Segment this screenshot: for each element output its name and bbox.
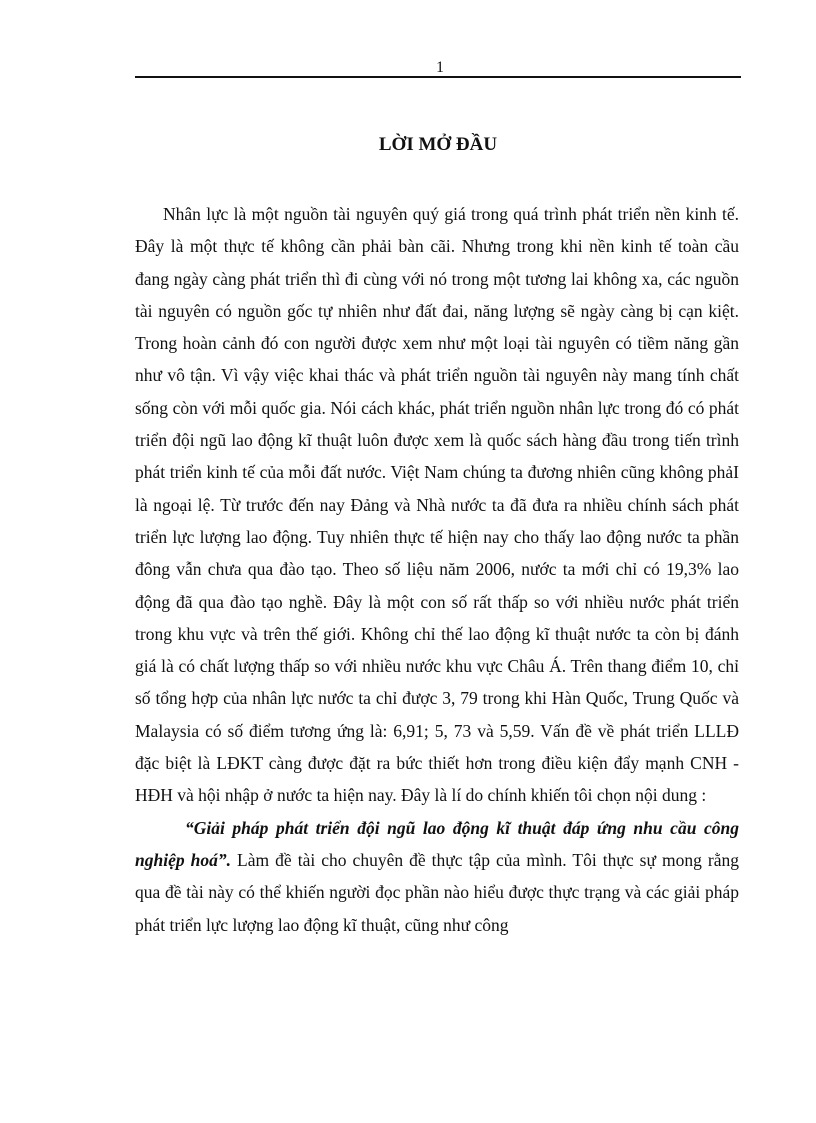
header-rule (135, 76, 741, 78)
thesis-title: “Giải pháp phát triển đội ngũ lao động kĩ thuật đáp ứng nhu cầu công nghiệp hoá”. (135, 817, 739, 870)
page-number: 1 (436, 59, 444, 76)
topic-paragraph (135, 812, 739, 941)
document-title: LỜI MỞ ĐẦU (378, 134, 498, 155)
intro-paragraph: Nhân lực là một nguồn tài nguyên quý giá trong quá trình phát triển nền kinh tế. Đây là một thực tế không cần phải bàn cãi. Nhưng trong khi nền kinh tế toàn cầu đang ngày càng phát triển thì đi cùng với nó trong một tương lai không xa, các nguồn tài nguyên có nguồn gốc tự nhiên như đất đai, năng lượng sẽ ngày càng bị cạn kiệt. Trong hoàn cảnh đó con người được xem như một loại tài nguyên có tiềm năng gần như vô tận. Vì vậy việc khai thác và phát triển nguồn tài nguyên này mang tính chất sống còn với mỗi quốc gia. Nói cách khác, phát triển nguồn nhân lực trong đó có phát triển đội ngũ lao động kĩ thuật luôn được xem là quốc sách hàng đầu trong tiến trình phát triển kinh tế của mỗi đất nước. Việt Nam chúng ta đương nhiên cũng không phảI là ngoại lệ. Từ trước đến nay Đảng và Nhà nước ta đã đưa ra nhiều chính sách phát triển lực lượng lao động. Tuy nhiên thực tế hiện nay cho thấy lao động nước ta phần đông vẫn chưa qua đào tạo. Theo số liệu năm 2006, nước ta mới chỉ có 19,3% lao động đã qua đào tạo nghề. Đây là một con số rất thấp so với nhiều nước phát triển trong khu vực và trên thế giới. Không chỉ thế lao động kĩ thuật nước ta còn bị đánh giá là có chất lượng thấp so với nhiều nước khu vực Châu Á. Trên thang điểm 10, chỉ số tổng hợp của nhân lực nước ta chỉ được 3, 79 trong khi Hàn Quốc, Trung Quốc và Malaysia có số điểm tương ứng là: 6,91; 5, 73 và 5,59. Vấn đề về phát triển LLLĐ đặc biệt là LĐKT càng được đặt ra bức thiết hơn trong điều kiện đẩy mạnh CNH - HĐH và hội nhập ở nước ta hiện nay. Đây là lí do chính khiến tôi chọn nội dung : (135, 204, 739, 806)
document-body (135, 198, 739, 941)
topic-paragraph-text: Làm đề tài cho chuyên đề thực tập của mình. Tôi thực sự mong rằng qua đề tài này có thể khiến người đọc phần nào hiểu được thực trạng và các giải pháp phát triển lực lượng lao động kĩ thuật, cũng như công (135, 849, 739, 935)
